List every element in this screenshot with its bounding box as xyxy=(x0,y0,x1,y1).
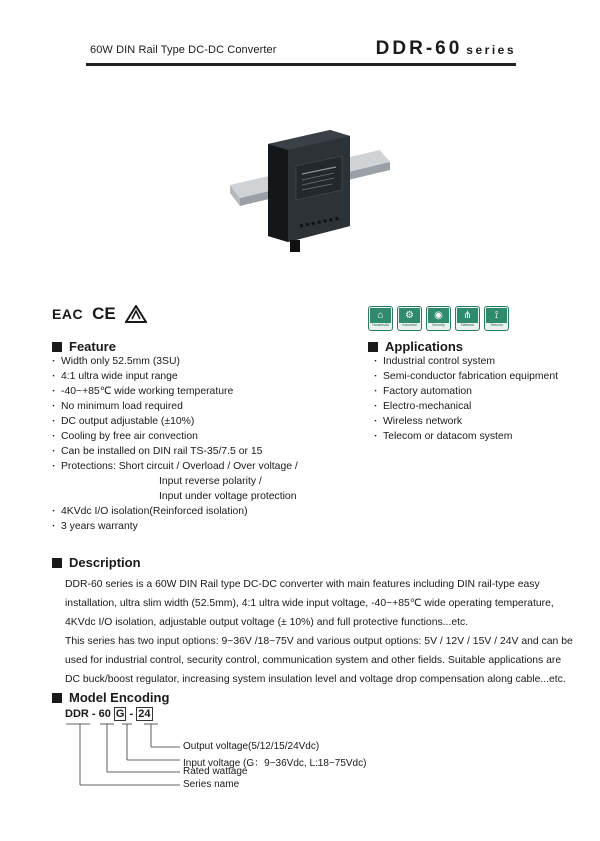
series-label: series xyxy=(466,43,516,57)
application-item: ・ Wireless network xyxy=(374,414,558,429)
application-icons xyxy=(368,306,509,331)
encoding-label-input: Input voltage (G：9~36Vdc, L:18~75Vdc) xyxy=(183,758,367,769)
feature-item-continued: Input reverse polarity / xyxy=(159,476,262,487)
household-icon: ⌂ Household xyxy=(368,306,393,331)
eac-mark: EAC xyxy=(52,306,84,322)
feature-item: ・ -40~+85℃ wide working temperature xyxy=(52,384,298,399)
model-code-dash: - xyxy=(126,708,137,720)
application-item: ・ Factory automation xyxy=(374,384,558,399)
feature-item-continued: Input under voltage protection xyxy=(159,491,297,502)
model-encoding-heading: Model Encoding xyxy=(52,690,169,705)
encoding-label-series: Series name xyxy=(183,779,240,790)
header-rule xyxy=(86,63,516,66)
telecom-icon: ⟟ Telecom xyxy=(484,306,509,331)
feature-item: ・ No minimum load required xyxy=(52,399,298,414)
model-title xyxy=(376,38,516,60)
application-item: ・ Industrial control system xyxy=(374,354,558,369)
feature-item: ・ Protections: Short circuit / Overload / Over voltage / xyxy=(52,459,298,474)
model-name: DDR-60 xyxy=(375,38,463,59)
model-code-prefix: DDR - 60 xyxy=(65,708,111,720)
applications-list xyxy=(374,354,558,444)
description-paragraph: This series has two input options: 9~36V /18~75V and various output options: 5V / 12V / 15V / 24V and can be used for industrial control, security control, communication system and other fields. Suitable applications are DC buck/boost regulator, increasing system insulation level and voltage drop compensation along cable...etc. xyxy=(65,636,573,685)
applications-heading: Applications xyxy=(368,339,463,354)
description-heading: Description xyxy=(52,555,141,570)
model-code-output-box: 24 xyxy=(138,708,151,720)
security-icon: ◉ Security xyxy=(426,306,451,331)
description-paragraph: DDR-60 series is a 60W DIN Rail type DC-DC converter with main features including DIN rail-type easy installation, ultra slim width (52.5mm), 4:1 ultra wide input voltage, -40~+85℃ wide operating temperature, 4KVdc I/O isolation, adjustable output voltage (± 10%) and full protective functions...etc. xyxy=(65,579,554,628)
application-item: ・ Electro-mechanical xyxy=(374,399,558,414)
encoding-label-wattage: Rated wattage xyxy=(183,766,248,777)
feature-list xyxy=(52,354,298,534)
application-item: ・ Telecom or datacom system xyxy=(374,429,558,444)
feature-heading: Feature xyxy=(52,339,116,354)
feature-item: ・ 4:1 ultra wide input range xyxy=(52,369,298,384)
encoding-label-output: Output voltage(5/12/15/24Vdc) xyxy=(183,741,320,752)
network-icon: ⋔ Network xyxy=(455,306,480,331)
model-code-input-box: G xyxy=(115,708,125,720)
feature-item: ・ 3 years warranty xyxy=(52,519,298,534)
datasheet-subtitle: 60W DIN Rail Type DC-DC Converter xyxy=(90,44,277,56)
feature-item: ・ Cooling by free air convection xyxy=(52,429,298,444)
feature-item: ・ 4KVdc I/O isolation(Reinforced isolation) xyxy=(52,504,298,519)
feature-item: ・ Width only 52.5mm (3SU) xyxy=(52,354,298,369)
feature-item: ・ DC output adjustable (±10%) xyxy=(52,414,298,429)
certifications xyxy=(52,304,147,324)
industrial-icon: ⚙ Industrial xyxy=(397,306,422,331)
product-image xyxy=(230,130,390,260)
ce-mark: CE xyxy=(92,304,116,323)
description-text xyxy=(65,575,575,689)
rcm-mark-icon xyxy=(125,305,147,323)
application-item: ・ Semi-conductor fabrication equipment xyxy=(374,369,558,384)
feature-item: ・ Can be installed on DIN rail TS-35/7.5 or 15 xyxy=(52,444,298,459)
